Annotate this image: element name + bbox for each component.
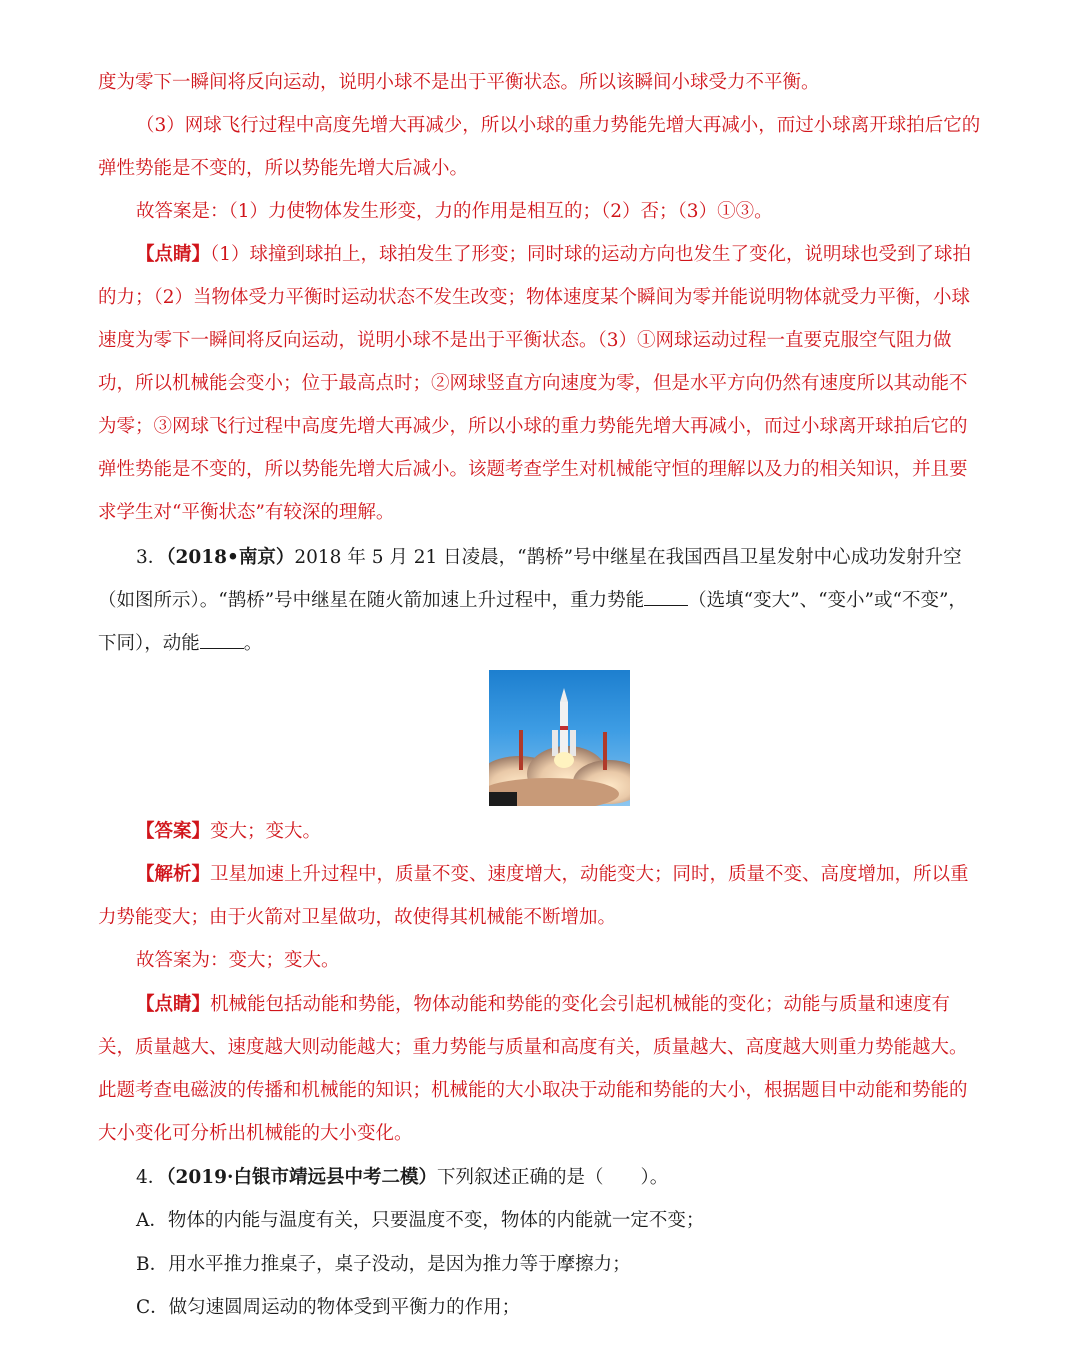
q4-stem-text: 下列叙述正确的是（ ）。 xyxy=(436,1167,669,1188)
q2-dianjing-text: （1）球撞到球拍上，球拍发生了形变；同时球的运动方向也发生了变化，说明球也受到了球拍的力；（2）当物体受力平衡时运动状态不发生改变；物体速度某个瞬间为零并能说明物体就受力平衡，小球速度为零下一瞬间将反向运动，说明小球不是出于平衡状态。（3）①网球运动过程一直要克服空气阻力做功，所以机械能会变小；位于最高点时；②网球竖直方向速度为零，但是水平方向仍然有速度所以其动能不为零；③网球飞行过程中高度先增大再减少，所以小球的重力势能先增大再减小，而过小球离开球拍后它的弹性势能是不变的，所以势能先增大后减小。该题考查学生对机械能守恒的理解以及力的相关知识，并且要求学生对“平衡状态”有较深的理解。 xyxy=(98,244,972,523)
q3-blank-1[interactable] xyxy=(644,586,688,606)
rocket-launch-image xyxy=(489,670,630,806)
q3-analysis xyxy=(98,853,984,939)
q3-answer xyxy=(98,810,984,853)
q3-dianjing xyxy=(98,983,984,1155)
q4-option-c: C．做匀速圆周运动的物体受到平衡力的作用； xyxy=(136,1297,521,1318)
q4-number: 4． xyxy=(136,1167,167,1188)
q4-stem xyxy=(98,1156,984,1199)
q3-blank-2[interactable] xyxy=(200,629,244,649)
q2-final-answer: 故答案是：（1）力使物体发生形变，力的作用是相互的；（2）否；（3）①③。 xyxy=(136,201,773,222)
q2-analysis-part3: （3）网球飞行过程中高度先增大再减少，所以小球的重力势能先增大再减小，而过小球离开球拍后它的弹性势能是不变的，所以势能先增大后减小。 xyxy=(98,115,981,179)
analysis-label: 【解析】 xyxy=(136,864,211,885)
dianjing-label: 【点睛】 xyxy=(136,244,211,265)
q4-source: （2019·白银市靖远县中考二模） xyxy=(166,1167,437,1188)
q3-final-answer: 故答案为：变大；变大。 xyxy=(136,950,340,971)
q4-option-b: B．用水平推力推桌子，桌子没动，是因为推力等于摩擦力； xyxy=(136,1254,631,1275)
q3-source: （2018•南京） xyxy=(166,547,295,568)
q3-stem-part1: 2018 年 5 月 21 日凌晨，“鹊桥”号中继星在我国西昌卫星发射中心成功发射升空（如图所示）。“鹊桥”号中继星在随火箭加速上升过程中，重力势能 xyxy=(98,547,962,611)
q2-analysis-end: 度为零下一瞬间将反向运动，说明小球不是出于平衡状态。所以该瞬间小球受力不平衡。 xyxy=(98,72,820,93)
dianjing-label: 【点睛】 xyxy=(136,994,211,1015)
q3-answer-text: 变大；变大。 xyxy=(210,821,322,842)
q3-analysis-text: 卫星加速上升过程中，质量不变、速度增大，动能变大；同时，质量不变、高度增加，所以重力势能变大；由于火箭对卫星做功，故使得其机械能不断增加。 xyxy=(98,864,969,928)
q3-stem-part3: 。 xyxy=(243,633,263,654)
q3-dianjing-text: 机械能包括动能和势能，物体动能和势能的变化会引起机械能的变化；动能与质量和速度有关，质量越大、速度越大则动能越大；重力势能与质量和高度有关，质量越大、高度越大则重力势能越大。此题考查电磁波的传播和机械能的知识；机械能的大小取决于动能和势能的大小，根据题目中动能和势能的大小变化可分析出机械能的大小变化。 xyxy=(98,994,968,1144)
answer-label: 【答案】 xyxy=(136,821,211,842)
q3-stem-part2: （选填“变大”、“变小”或“不变”，下同），动能 xyxy=(98,590,967,654)
q3-stem xyxy=(98,536,984,665)
q3-number: 3． xyxy=(136,547,167,568)
q4-option-a: A．物体的内能与温度有关，只要温度不变，物体的内能就一定不变； xyxy=(136,1210,705,1231)
q2-dianjing xyxy=(98,233,984,534)
